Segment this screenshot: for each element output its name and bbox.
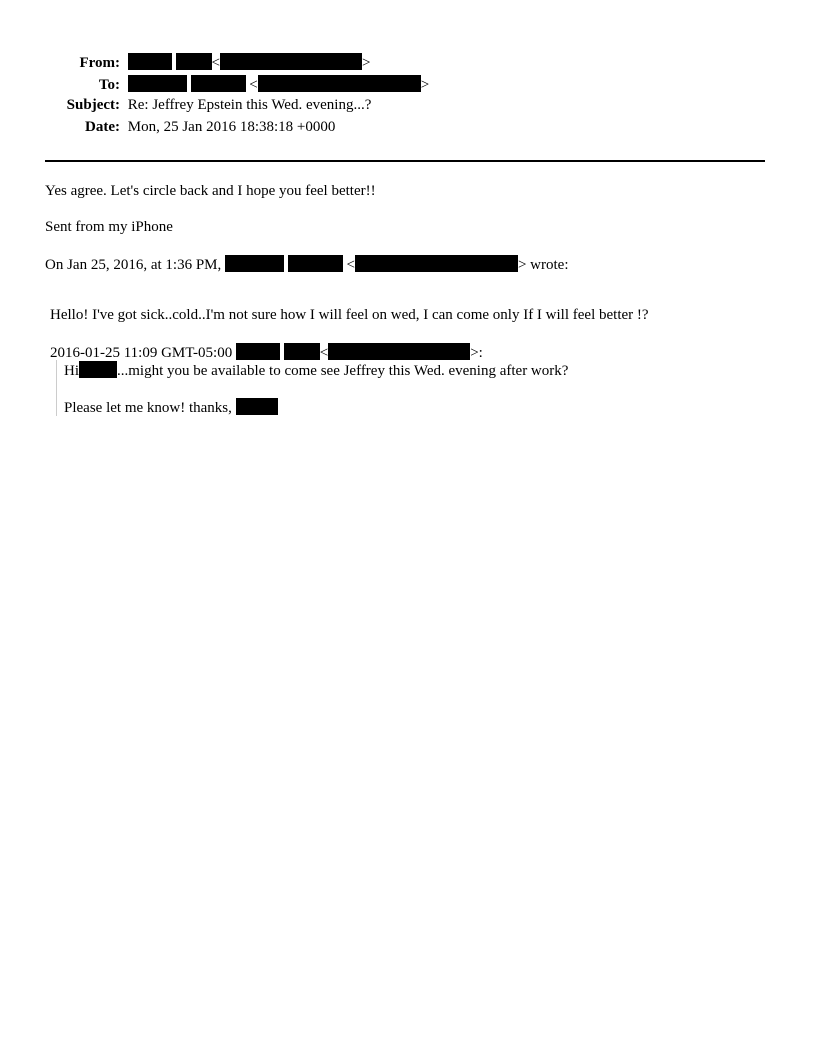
redacted-block	[328, 343, 470, 360]
attribution-line	[45, 255, 569, 274]
redacted-block	[284, 343, 320, 360]
redacted-block	[288, 255, 343, 272]
header-to-row	[40, 75, 429, 95]
redacted-block	[79, 361, 117, 378]
nested-attribution-date: 2016-01-25 11:09 GMT-05:00	[50, 345, 233, 361]
attribution-prefix: On Jan 25, 2016, at 1:36 PM,	[45, 257, 222, 273]
redacted-block	[236, 343, 280, 360]
nested-quote-block	[56, 360, 704, 416]
redacted-block	[258, 75, 421, 92]
reply-text: Yes agree. Let's circle back and I hope you feel better!!	[45, 183, 376, 199]
date-label: Date:	[85, 119, 120, 135]
redacted-block	[220, 53, 362, 70]
angle-close: >	[420, 77, 430, 93]
nested-attribution-suffix: >:	[470, 345, 483, 361]
date-value: Mon, 25 Jan 2016 18:38:18 +0000	[127, 119, 336, 135]
nested-line1-rest: ...might you be available to come see Jeffrey this Wed. evening after work?	[117, 363, 569, 379]
header-from-row	[40, 53, 370, 73]
redacted-block	[225, 255, 284, 272]
from-label: From:	[79, 55, 120, 71]
signature: Sent from my iPhone	[45, 219, 173, 235]
angle-open: <	[319, 345, 329, 361]
angle-open: <	[249, 77, 258, 93]
header-date-row	[40, 119, 335, 139]
redacted-block	[191, 75, 246, 92]
nested-line-2	[64, 398, 278, 417]
subject-value: Re: Jeffrey Epstein this Wed. evening...?	[127, 97, 372, 113]
redacted-block	[355, 255, 518, 272]
redacted-block	[176, 53, 212, 70]
header-divider	[45, 160, 765, 162]
angle-close: >	[361, 55, 371, 71]
angle-open: <	[346, 257, 355, 273]
attribution-suffix: > wrote:	[517, 257, 569, 273]
redacted-block	[128, 53, 172, 70]
to-label: To:	[98, 77, 120, 93]
to-value	[128, 75, 429, 94]
nested-line2-text: Please let me know! thanks,	[64, 400, 232, 416]
nested-line-1	[64, 361, 568, 380]
redacted-block	[236, 398, 278, 415]
header-subject-row	[40, 97, 371, 117]
angle-open: <	[211, 55, 220, 71]
from-value	[128, 53, 371, 72]
quoted-message: Hello! I've got sick..cold..I'm not sure how I will feel on wed, I can come only If I will feel better !?	[50, 307, 649, 323]
redacted-block	[128, 75, 187, 92]
subject-label: Subject:	[66, 97, 120, 113]
nested-hi: Hi	[64, 363, 79, 379]
